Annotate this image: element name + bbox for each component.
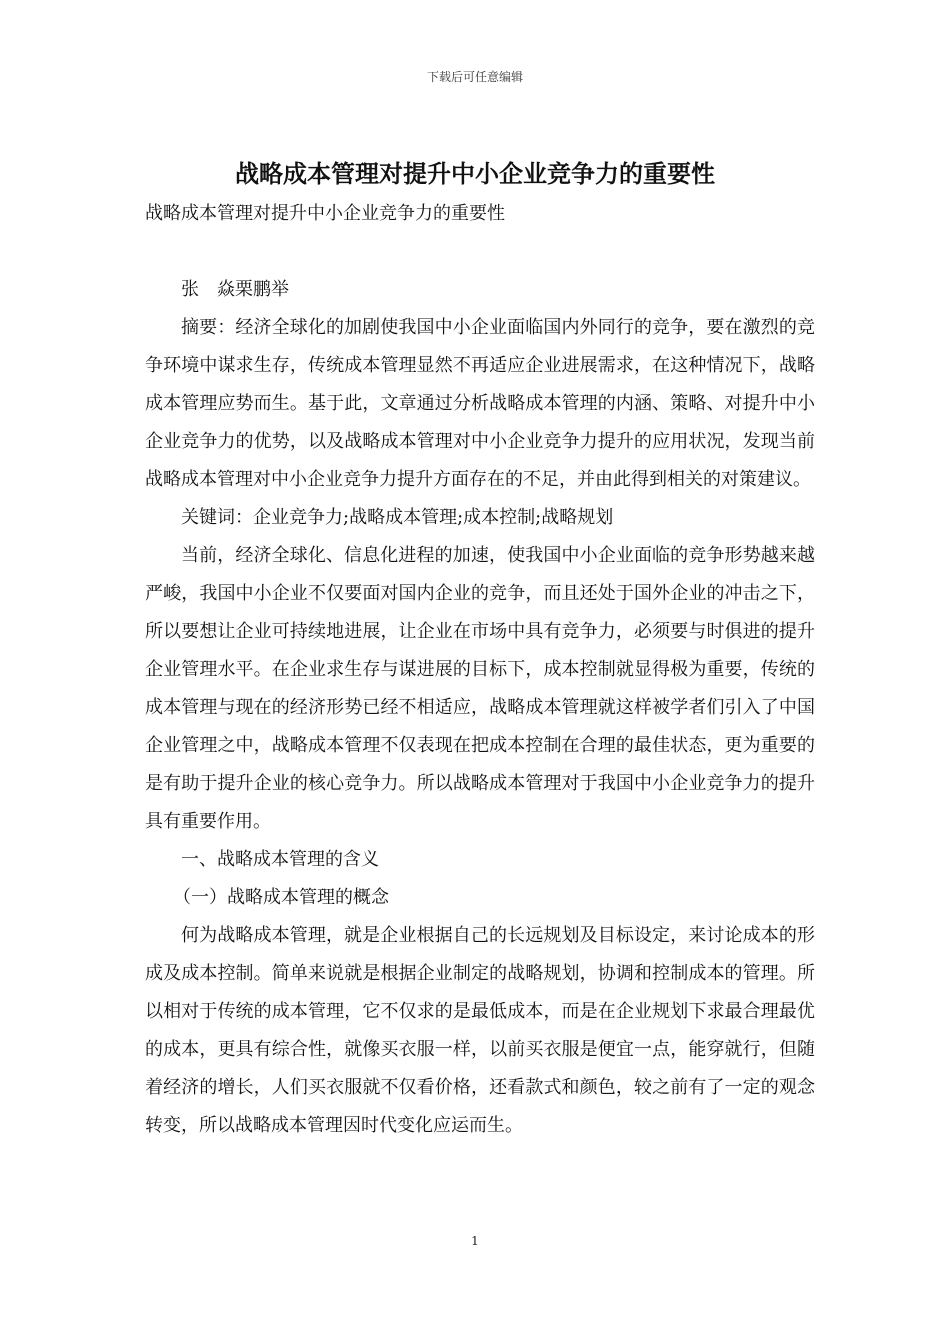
- page-number: 1: [471, 1234, 479, 1248]
- author-name-part1: 张: [181, 279, 199, 300]
- document-subtitle: 战略成本管理对提升中小企业竞争力的重要性: [145, 203, 505, 224]
- document-title: 战略成本管理对提升中小企业竞争力的重要性: [235, 160, 715, 188]
- subsection-heading: （一）战略成本管理的概念: [173, 887, 389, 908]
- author-line: [145, 271, 815, 309]
- keywords-line: 关键词：企业竞争力;战略成本管理;成本控制;战略规划: [181, 507, 614, 528]
- header-note: 下载后可任意编辑: [426, 70, 523, 84]
- section-heading: 一、战略成本管理的含义: [181, 849, 379, 870]
- author-name-part2: 焱栗鹏举: [217, 279, 289, 300]
- abstract-paragraph: 摘要：经济全球化的加剧使我国中小企业面临国内外同行的竞争，要在激烈的竞争环境中谋求生存，传统成本管理显然不再适应企业进展需求，在这种情况下，战略成本管理应势而生。基于此，文章通过分析战略成本管理的内涵、策略、对提升中小企业竞争力的优势，以及战略成本管理对中小企业竞争力提升的应用状况，发现当前战略成本管理对中小企业竞争力提升方面存在的不足，并由此得到相关的对策建议。: [145, 317, 815, 490]
- intro-paragraph: 当前，经济全球化、信息化进程的加速，使我国中小企业面临的竞争形势越来越严峻，我国中小企业不仅要面对国内企业的竞争，而且还处于国外企业的冲击之下，所以要想让企业可持续地进展，让企业在市场中具有竞争力，必须要与时俱进的提升企业管理水平。在企业求生存与谋进展的目标下，成本控制就显得极为重要，传统的成本管理与现在的经济形势已经不相适应，战略成本管理就这样被学者们引入了中国企业管理之中，战略成本管理不仅表现在把成本控制在合理的最佳状态，更为重要的是有助于提升企业的核心竞争力。所以战略成本管理对于我国中小企业竞争力的提升具有重要作用。: [145, 545, 815, 832]
- concept-paragraph: 何为战略成本管理，就是企业根据自己的长远规划及目标设定，来讨论成本的形成及成本控制。简单来说就是根据企业制定的战略规划，协调和控制成本的管理。所以相对于传统的成本管理，它不仅求的是最低成本，而是在企业规划下求最合理最优的成本，更具有综合性，就像买衣服一样，以前买衣服是便宜一点，能穿就行，但随着经济的增长，人们买衣服就不仅看价格，还看款式和颜色，较之前有了一定的观念转变，所以战略成本管理因时代变化应运而生。: [145, 925, 815, 1136]
- document-body: [145, 195, 815, 1145]
